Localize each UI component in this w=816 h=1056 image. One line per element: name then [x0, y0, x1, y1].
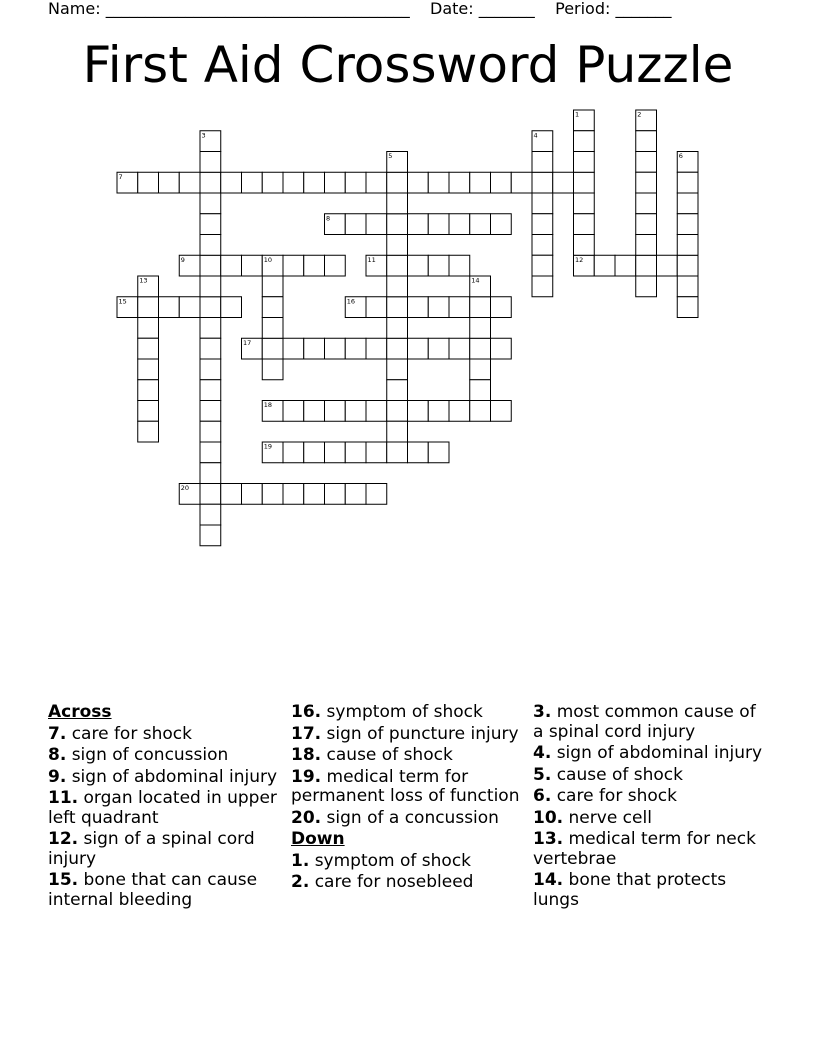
crossword-cell[interactable]	[262, 442, 283, 463]
crossword-cell[interactable]	[138, 338, 159, 359]
cell-number: 5	[388, 152, 393, 160]
crossword-cell[interactable]	[636, 255, 657, 276]
down-clue	[533, 787, 765, 807]
name-label: Name:	[48, 0, 101, 18]
across-clue	[48, 725, 280, 745]
clue-text: symptom of shock	[314, 850, 472, 871]
crossword-cell[interactable]	[532, 172, 553, 193]
crossword-cell[interactable]	[449, 297, 470, 318]
down-clue	[533, 744, 765, 764]
crossword-cell[interactable]	[200, 193, 221, 214]
clue-text: sign of a concussion	[326, 807, 499, 828]
crossword-cell[interactable]	[470, 318, 491, 339]
crossword-cell[interactable]	[283, 172, 304, 193]
crossword-cell[interactable]	[200, 152, 221, 173]
cell-number: 1	[575, 110, 580, 119]
crossword-cell[interactable]	[408, 442, 429, 463]
cell-number: 3	[201, 131, 206, 140]
crossword-cell[interactable]	[677, 276, 698, 297]
clue-text: medical term for neck vertebrae	[533, 829, 756, 869]
crossword-cell[interactable]	[470, 338, 491, 359]
clue-number: 7.	[48, 723, 67, 744]
across-clue	[48, 768, 280, 788]
crossword-cell[interactable]	[304, 172, 325, 193]
crossword-cell[interactable]	[387, 359, 408, 380]
crossword-cell[interactable]	[262, 484, 283, 505]
clue-number: 15.	[48, 870, 79, 890]
crossword-cell[interactable]	[325, 338, 346, 359]
crossword-cell[interactable]	[428, 401, 449, 422]
crossword-cell[interactable]	[470, 172, 491, 193]
across-clue	[291, 768, 523, 807]
crossword-cell[interactable]	[138, 297, 159, 318]
clue-text: medical term for permanent loss of function	[291, 766, 520, 806]
crossword-cell[interactable]	[428, 297, 449, 318]
crossword-cell[interactable]	[366, 297, 387, 318]
clue-number: 8.	[48, 745, 67, 765]
cell-number: 4	[533, 131, 538, 140]
crossword-cell[interactable]	[532, 214, 553, 235]
crossword-cell[interactable]	[366, 401, 387, 422]
down-clue	[533, 766, 765, 786]
crossword-cell[interactable]	[325, 255, 346, 276]
crossword-cell[interactable]	[200, 131, 221, 152]
crossword-cell[interactable]	[574, 214, 595, 235]
crossword-cell[interactable]	[532, 193, 553, 214]
crossword-cell[interactable]	[574, 110, 595, 131]
cell-number: 8	[326, 214, 331, 223]
crossword-cell[interactable]	[677, 152, 698, 173]
crossword-cell[interactable]	[138, 276, 159, 297]
crossword-cell[interactable]	[470, 214, 491, 235]
clue-text: bone that protects lungs	[533, 870, 727, 910]
crossword-cell[interactable]	[325, 484, 346, 505]
crossword-cell[interactable]	[408, 214, 429, 235]
down-clue	[533, 871, 765, 910]
crossword-cell[interactable]	[325, 214, 346, 235]
crossword-cell[interactable]	[449, 214, 470, 235]
crossword-cell[interactable]	[636, 172, 657, 193]
crossword-cell[interactable]	[470, 401, 491, 422]
crossword-cell[interactable]	[262, 276, 283, 297]
crossword-cell[interactable]	[387, 380, 408, 401]
crossword-cell[interactable]	[428, 442, 449, 463]
crossword-cell[interactable]	[221, 297, 242, 318]
clue-number: 10.	[533, 807, 564, 828]
crossword-cell[interactable]	[200, 235, 221, 256]
clue-number: 12.	[48, 829, 79, 849]
crossword-cell[interactable]	[159, 297, 180, 318]
crossword-cell[interactable]	[262, 318, 283, 339]
clue-number: 5.	[533, 764, 552, 785]
crossword-cell[interactable]	[200, 214, 221, 235]
crossword-cell[interactable]	[304, 338, 325, 359]
cell-number: 12	[575, 255, 584, 264]
cell-number: 16	[346, 297, 356, 306]
clue-text: sign of abdominal injury	[71, 766, 278, 787]
clue-number: 9.	[48, 766, 67, 787]
period-line[interactable]: _______	[615, 0, 672, 18]
clue-text: care for shock	[71, 723, 192, 744]
date-line[interactable]: _______	[478, 0, 535, 18]
crossword-cell[interactable]	[574, 235, 595, 256]
clues-column-1	[48, 703, 280, 912]
crossword-cell[interactable]	[387, 297, 408, 318]
cell-number: 18	[263, 401, 273, 409]
crossword-cell[interactable]	[428, 172, 449, 193]
period-label: Period:	[555, 0, 611, 18]
down-clue	[533, 809, 765, 829]
clue-text: most common cause of a spinal cord injury	[533, 702, 756, 742]
crossword-cell[interactable]	[325, 172, 346, 193]
crossword-cell[interactable]	[200, 504, 221, 525]
crossword-cell[interactable]	[615, 255, 636, 276]
crossword-cell[interactable]	[470, 359, 491, 380]
across-clue	[291, 703, 523, 723]
crossword-cell[interactable]	[345, 297, 366, 318]
crossword-cell[interactable]	[179, 484, 200, 505]
clue-number: 1.	[291, 850, 310, 871]
date-label: Date:	[430, 0, 474, 18]
header-fields	[48, 0, 671, 18]
crossword-cell[interactable]	[428, 214, 449, 235]
crossword-cell[interactable]	[636, 276, 657, 297]
clue-number: 19.	[291, 766, 322, 787]
clue-number: 16.	[291, 702, 322, 722]
down-clue	[533, 703, 765, 742]
crossword-cell[interactable]	[345, 484, 366, 505]
crossword-cell[interactable]	[387, 214, 408, 235]
crossword-cell[interactable]	[574, 255, 595, 276]
crossword-cell[interactable]	[553, 172, 574, 193]
cell-number: 11	[367, 255, 376, 264]
crossword-cell[interactable]	[387, 401, 408, 422]
crossword-cell[interactable]	[532, 152, 553, 173]
clue-text: organ located in upper left quadrant	[48, 788, 277, 828]
crossword-cell[interactable]	[200, 338, 221, 359]
crossword-cell[interactable]	[138, 380, 159, 401]
crossword-cell[interactable]	[574, 131, 595, 152]
down-heading: Down	[291, 829, 345, 849]
clue-number: 2.	[291, 872, 310, 892]
crossword-cell[interactable]	[387, 152, 408, 173]
crossword-cell[interactable]	[366, 255, 387, 276]
crossword-cell[interactable]	[636, 152, 657, 173]
crossword-cell[interactable]	[242, 338, 263, 359]
clue-text: care for nosebleed	[314, 872, 474, 892]
crossword-cell[interactable]	[387, 172, 408, 193]
cell-number: 13	[139, 276, 148, 285]
name-line[interactable]: ______________________________________	[105, 0, 410, 18]
crossword-cell[interactable]	[677, 297, 698, 318]
down-clue	[533, 830, 765, 869]
crossword-cell[interactable]	[138, 421, 159, 442]
crossword-cell[interactable]	[532, 255, 553, 276]
crossword-cell[interactable]	[574, 152, 595, 173]
crossword-cell[interactable]	[262, 359, 283, 380]
clues-column-3	[533, 703, 765, 912]
crossword-cell[interactable]	[574, 172, 595, 193]
across-clue	[291, 809, 523, 829]
across-clue	[48, 871, 280, 910]
clue-text: sign of abdominal injury	[556, 743, 763, 763]
crossword-cell[interactable]	[532, 131, 553, 152]
down-clue	[291, 852, 523, 872]
crossword-cell[interactable]	[636, 214, 657, 235]
clue-number: 4.	[533, 743, 552, 763]
crossword-cell[interactable]	[470, 297, 491, 318]
crossword-cell[interactable]	[387, 318, 408, 339]
crossword-cell[interactable]	[304, 484, 325, 505]
crossword-cell[interactable]	[449, 255, 470, 276]
crossword-cell[interactable]	[387, 276, 408, 297]
cell-number: 15	[118, 297, 127, 306]
across-clue	[291, 746, 523, 766]
crossword-cell[interactable]	[200, 442, 221, 463]
crossword-cell[interactable]	[242, 484, 263, 505]
crossword-cell[interactable]	[242, 172, 263, 193]
crossword-cell[interactable]	[677, 235, 698, 256]
clue-number: 17.	[291, 723, 322, 744]
crossword-cell[interactable]	[657, 255, 678, 276]
crossword-cell[interactable]	[221, 255, 242, 276]
crossword-cell[interactable]	[345, 442, 366, 463]
cell-number: 9	[180, 255, 185, 264]
crossword-cell[interactable]	[117, 172, 138, 193]
crossword-cell[interactable]	[138, 318, 159, 339]
crossword-cell[interactable]	[677, 193, 698, 214]
crossword-cell[interactable]	[262, 172, 283, 193]
crossword-cell[interactable]	[200, 380, 221, 401]
clues-column-2	[291, 703, 523, 895]
clue-text: bone that can cause internal bleeding	[48, 870, 258, 910]
crossword-cell[interactable]	[159, 172, 180, 193]
crossword-cell[interactable]	[366, 172, 387, 193]
crossword-cell[interactable]	[594, 255, 615, 276]
crossword-cell[interactable]	[491, 401, 512, 422]
crossword-cell[interactable]	[491, 214, 512, 235]
crossword-cell[interactable]	[677, 172, 698, 193]
crossword-cell[interactable]	[387, 338, 408, 359]
crossword-cell[interactable]	[408, 255, 429, 276]
clue-number: 3.	[533, 702, 552, 722]
crossword-cell[interactable]	[428, 255, 449, 276]
crossword-cell[interactable]	[636, 110, 657, 131]
crossword-cell[interactable]	[200, 484, 221, 505]
crossword-cell[interactable]	[200, 463, 221, 484]
clue-number: 20.	[291, 807, 322, 828]
clue-number: 6.	[533, 786, 552, 806]
crossword-cell[interactable]	[304, 401, 325, 422]
crossword-cell[interactable]	[200, 172, 221, 193]
clue-text: symptom of shock	[326, 702, 483, 722]
crossword-cell[interactable]	[179, 297, 200, 318]
across-clue	[48, 746, 280, 766]
across-clue	[48, 830, 280, 869]
crossword-cell[interactable]	[325, 401, 346, 422]
crossword-cell[interactable]	[283, 255, 304, 276]
across-heading: Across	[48, 702, 112, 722]
cell-number: 20	[180, 484, 190, 492]
crossword-cell[interactable]	[366, 338, 387, 359]
crossword-cell[interactable]	[387, 421, 408, 442]
crossword-cell[interactable]	[387, 235, 408, 256]
clue-number: 11.	[48, 788, 79, 808]
crossword-cell[interactable]	[574, 193, 595, 214]
crossword-cell[interactable]	[677, 214, 698, 235]
crossword-cell[interactable]	[636, 235, 657, 256]
crossword-cell[interactable]	[345, 401, 366, 422]
crossword-cell[interactable]	[200, 255, 221, 276]
cell-number: 7	[118, 172, 123, 181]
crossword-cell[interactable]	[262, 255, 283, 276]
crossword-cell[interactable]	[366, 214, 387, 235]
crossword-cell[interactable]	[304, 442, 325, 463]
crossword-cell[interactable]	[532, 235, 553, 256]
crossword-cell[interactable]	[636, 131, 657, 152]
crossword-cell[interactable]	[138, 401, 159, 422]
crossword-cell[interactable]	[283, 401, 304, 422]
crossword-cell[interactable]	[428, 338, 449, 359]
crossword-cell[interactable]	[138, 359, 159, 380]
crossword-cell[interactable]	[470, 276, 491, 297]
crossword-cell[interactable]	[449, 338, 470, 359]
cell-number: 14	[471, 276, 480, 285]
crossword-cell[interactable]	[283, 338, 304, 359]
crossword-cell[interactable]	[262, 338, 283, 359]
crossword-cell[interactable]	[366, 442, 387, 463]
clue-number: 13.	[533, 829, 564, 849]
crossword-cell[interactable]	[532, 276, 553, 297]
clue-text: sign of puncture injury	[326, 723, 519, 744]
crossword-cell[interactable]	[387, 193, 408, 214]
crossword-cell[interactable]	[200, 276, 221, 297]
cell-number: 2	[637, 110, 642, 119]
crossword-cell[interactable]	[449, 401, 470, 422]
page-title: First Aid Crossword Puzzle	[82, 36, 734, 94]
crossword-cell[interactable]	[221, 484, 242, 505]
clue-text: cause of shock	[326, 745, 453, 765]
crossword-cell[interactable]	[636, 193, 657, 214]
crossword-cell[interactable]	[200, 359, 221, 380]
clue-text: sign of a spinal cord injury	[48, 829, 255, 869]
crossword-cell[interactable]	[491, 172, 512, 193]
crossword-cell[interactable]	[408, 297, 429, 318]
crossword-cell[interactable]	[387, 255, 408, 276]
crossword-cell[interactable]	[408, 338, 429, 359]
cell-number: 19	[263, 442, 273, 451]
clue-number: 14.	[533, 870, 564, 890]
crossword-cell[interactable]	[345, 338, 366, 359]
clue-text: sign of concussion	[71, 745, 229, 765]
crossword-cell[interactable]	[179, 172, 200, 193]
crossword-cell[interactable]	[387, 442, 408, 463]
crossword-cell[interactable]	[449, 172, 470, 193]
crossword-cell[interactable]	[262, 401, 283, 422]
crossword-cell[interactable]	[491, 338, 512, 359]
crossword-cell[interactable]	[283, 484, 304, 505]
crossword-cell[interactable]	[179, 255, 200, 276]
crossword-cell[interactable]	[325, 442, 346, 463]
cell-number: 17	[243, 338, 252, 347]
crossword-cell[interactable]	[262, 297, 283, 318]
crossword-cell[interactable]	[283, 442, 304, 463]
crossword-cell[interactable]	[242, 255, 263, 276]
crossword-cell[interactable]	[408, 172, 429, 193]
crossword-cell[interactable]	[200, 421, 221, 442]
clue-text: cause of shock	[556, 764, 683, 785]
crossword-cell[interactable]	[200, 297, 221, 318]
crossword-cell[interactable]	[366, 484, 387, 505]
cell-number: 6	[678, 152, 683, 160]
cell-number: 10	[263, 255, 273, 264]
crossword-cell[interactable]	[345, 172, 366, 193]
across-clue	[48, 789, 280, 828]
crossword-cell[interactable]	[511, 172, 532, 193]
crossword-cell[interactable]	[470, 380, 491, 401]
crossword-cell[interactable]	[408, 401, 429, 422]
clue-number: 18.	[291, 745, 322, 765]
crossword-cell[interactable]	[138, 172, 159, 193]
crossword-cell[interactable]	[345, 214, 366, 235]
crossword-cell[interactable]	[117, 297, 138, 318]
crossword-cell[interactable]	[200, 401, 221, 422]
across-clue	[291, 725, 523, 745]
crossword-cell[interactable]	[491, 297, 512, 318]
clue-text: care for shock	[556, 786, 677, 806]
clue-text: nerve cell	[568, 807, 652, 828]
crossword-cell[interactable]	[200, 525, 221, 546]
crossword-cell[interactable]	[677, 255, 698, 276]
crossword-cell[interactable]	[304, 255, 325, 276]
down-clue	[291, 873, 523, 893]
crossword-cell[interactable]	[200, 318, 221, 339]
crossword-cell[interactable]	[221, 172, 242, 193]
